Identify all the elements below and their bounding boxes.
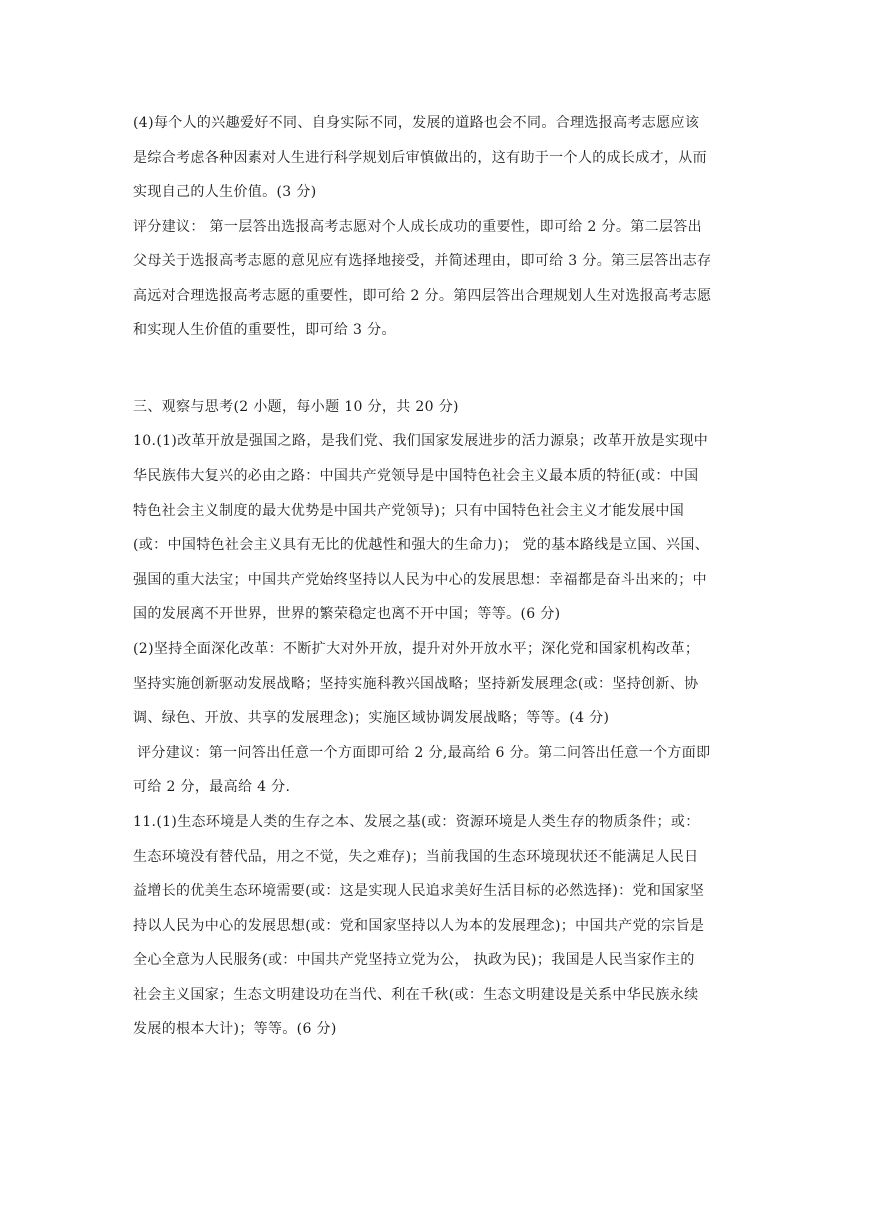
answer-q10-2-line-2: 坚持实施创新驱动发展战略；坚持实施科教兴国战略；坚持新发展理念(或：坚持创新、协 xyxy=(133,676,699,692)
answer-q11-1-line-2: 生态环境没有替代品，用之不觉，失之难存)；当前我国的生态环境现状还不能满足人民日 xyxy=(133,849,699,865)
answer-q10-1-line-1: 10.(1)改革开放是强国之路，是我们党、我们国家发展进步的活力源泉；改革开放是实现中 xyxy=(133,433,709,449)
answer-q10-2-line-3: 调、绿色、开放、共享的发展理念)；实施区域协调发展战略；等等。(4 分) xyxy=(133,710,610,726)
answer-q9-4-line-3: 实现自己的人生价值。(3 分) xyxy=(133,184,317,200)
answer-q11-1-line-3: 益增长的优美生态环境需要(或：这是实现人民追求美好生活目标的必然选择)：党和国家坚 xyxy=(133,883,705,899)
answer-q11-1-line-5: 全心全意为人民服务(或：中国共产党坚持立党为公， 执政为民)；我国是人民当家作主的 xyxy=(133,952,695,968)
answer-q10-1-line-2: 华民族伟大复兴的必由之路：中国共产党领导是中国特色社会主义最本质的特征(或：中国 xyxy=(133,468,699,484)
scoring-note-q9-line-3: 高远对合理选报高考志愿的重要性，即可给 2 分。第四层答出合理规划人生对选报高考志愿 xyxy=(133,288,712,304)
scoring-note-q9-line-4: 和实现人生价值的重要性，即可给 3 分。 xyxy=(133,322,396,338)
answer-q11-1-line-4: 持以人民为中心的发展思想(或：党和国家坚持以人为本的发展理念)；中国共产党的宗旨是 xyxy=(133,918,705,934)
section-heading: 三、观察与思考(2 小题，每小题 10 分，共 20 分) xyxy=(133,399,459,415)
answer-q11-1-line-1: 11.(1)生态环境是人类的生存之本、发展之基(或：资源环境是人类生存的物质条件；或： xyxy=(133,814,700,830)
scoring-note-q9-line-1: 评分建议： 第一层答出选报高考志愿对个人成长成功的重要性，即可给 2 分。第二层答出 xyxy=(133,219,702,235)
answer-q11-1-line-6: 社会主义国家；生态文明建设功在当代、利在千秋(或：生态文明建设是关系中华民族永续 xyxy=(133,987,699,1003)
answer-q10-1-line-4: (或：中国特色社会主义具有无比的优越性和强大的生命力)； 党的基本路线是立国、兴国、 xyxy=(133,537,710,553)
answer-q10-1-line-6: 国的发展离不开世界，世界的繁荣稳定也离不开中国；等等。(6 分) xyxy=(133,606,561,622)
answer-q10-1-line-3: 特色社会主义制度的最大优势是中国共产党领导)；只有中国特色社会主义才能发展中国 xyxy=(133,503,685,519)
answer-q10-1-line-5: 强国的重大法宝；中国共产党始终坚持以人民为中心的发展思想：幸福都是奋斗出来的；中 xyxy=(133,572,707,588)
scoring-note-q10-line-2: 可给 2 分，最高给 4 分. xyxy=(133,779,291,795)
answer-q10-2-line-1: (2)坚持全面深化改革：不断扩大对外开放，提升对外开放水平；深化党和国家机构改革； xyxy=(133,641,700,657)
answer-q9-4-line-1: (4)每个人的兴趣爱好不同、自身实际不同，发展的道路也会不同。合理选报高考志愿应该 xyxy=(133,115,700,131)
scoring-note-q9-line-2: 父母关于选报高考志愿的意见应有选择地接受，并简述理由，即可给 3 分。第三层答出志存 xyxy=(133,253,712,269)
scoring-note-q10-line-1: 评分建议：第一问答出任意一个方面即可给 2 分,最高给 6 分。第二问答出任意一个方面即 xyxy=(137,745,711,761)
answer-q11-1-line-7: 发展的根本大计)；等等。(6 分) xyxy=(133,1021,337,1037)
answer-q9-4-line-2: 是综合考虑各种因素对人生进行科学规划后审慎做出的，这有助于一个人的成长成才，从而 xyxy=(133,150,707,166)
